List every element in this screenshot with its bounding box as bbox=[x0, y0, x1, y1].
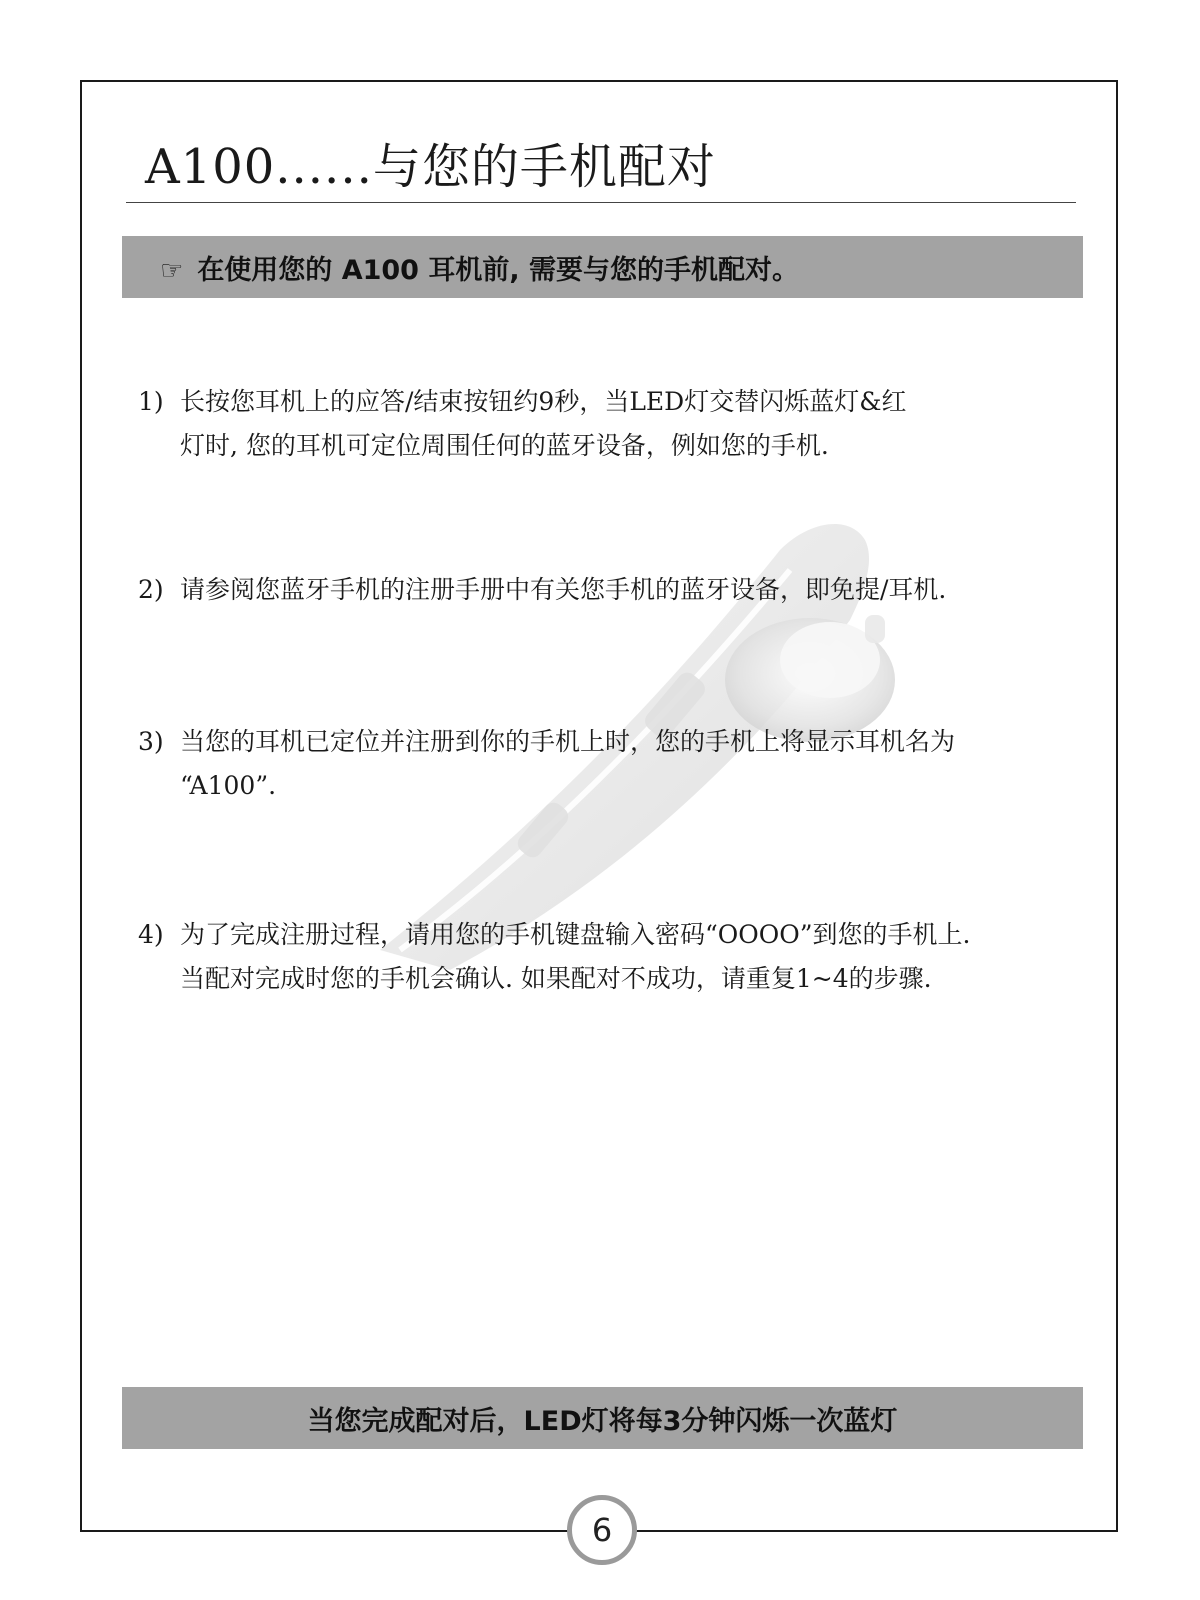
step-line: 为了完成注册过程，请用您的手机键盘输入密码“OOOO”到您的手机上. bbox=[180, 920, 971, 949]
step-4 bbox=[138, 913, 1098, 1001]
step-line: 请参阅您蓝牙手机的注册手册中有关您手机的蓝牙设备，即免提/耳机. bbox=[180, 575, 947, 604]
intro-banner-text: 在使用您的 A100 耳机前, 需要与您的手机配对。 bbox=[197, 255, 800, 286]
intro-banner bbox=[122, 236, 1083, 298]
step-1 bbox=[138, 380, 1098, 468]
completion-banner: 当您完成配对后，LED灯将每3分钟闪烁一次蓝灯 bbox=[122, 1387, 1083, 1449]
title-divider bbox=[126, 202, 1076, 203]
step-number: 2) bbox=[138, 575, 164, 604]
step-number: 3) bbox=[138, 727, 164, 756]
step-line: 灯时, 您的耳机可定位周围任何的蓝牙设备，例如您的手机. bbox=[180, 431, 829, 460]
step-number: 4) bbox=[138, 920, 164, 949]
page-title: A100......与您的手机配对 bbox=[145, 139, 716, 195]
step-number: 1) bbox=[138, 387, 164, 416]
pointing-hand-icon: ☞ bbox=[160, 256, 184, 286]
step-2 bbox=[138, 568, 1098, 612]
step-line: “A100”. bbox=[180, 771, 277, 800]
step-line: 长按您耳机上的应答/结束按钮约9秒，当LED灯交替闪烁蓝灯&红 bbox=[180, 387, 907, 416]
step-line: 当配对完成时您的手机会确认. 如果配对不成功，请重复1~4的步骤. bbox=[180, 964, 932, 993]
step-line: 当您的耳机已定位并注册到你的手机上时，您的手机上将显示耳机名为 bbox=[180, 727, 956, 756]
page-number: 6 bbox=[567, 1495, 637, 1565]
step-3 bbox=[138, 720, 1098, 808]
